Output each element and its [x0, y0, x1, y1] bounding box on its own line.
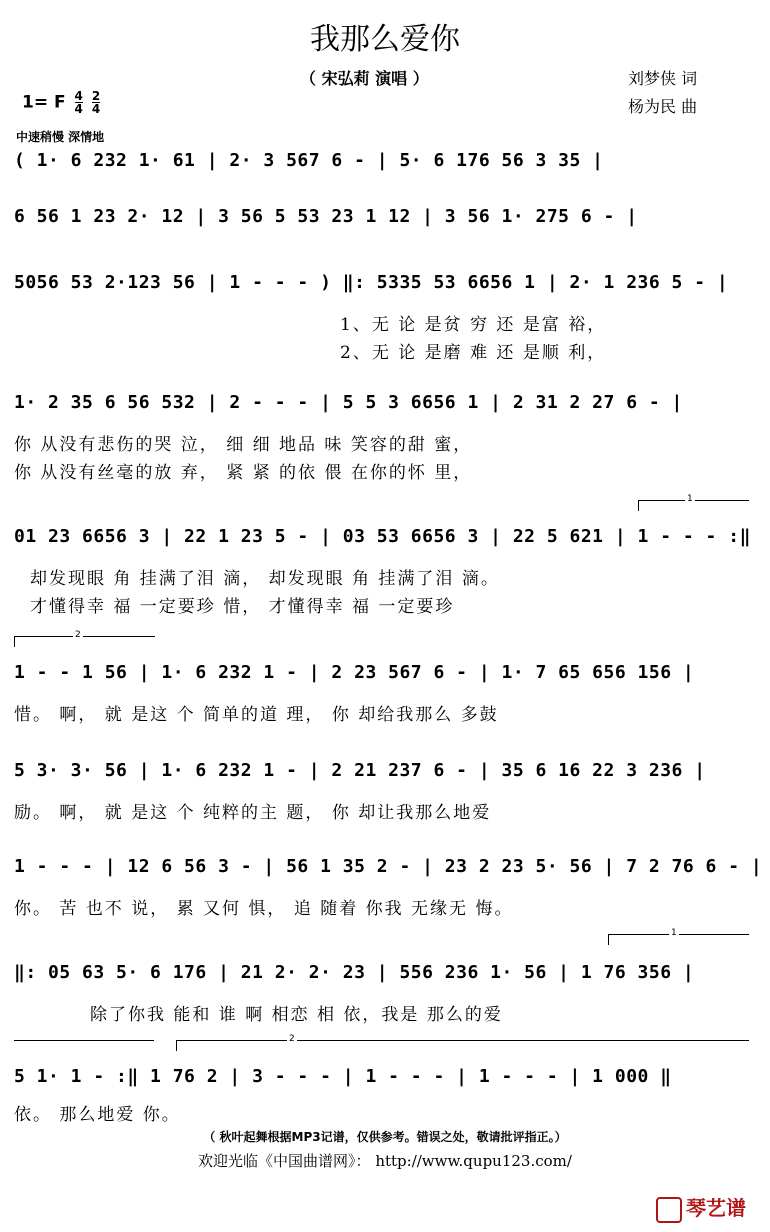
- volta-number-2: 2: [75, 630, 81, 640]
- score-line-8: 1 - - - | 12 6 56 3 - | 56 1 35 2 - | 23 2 23 5· 56 | 7 2 76 6 - |: [14, 856, 763, 877]
- tempo-marking: 中速稍慢 深情地: [16, 130, 105, 144]
- composer-credit: 杨为民 曲: [628, 97, 698, 116]
- lyric-line-6: 惜。 啊， 就 是这 个 简单的道 理， 你 却给我那么 多鼓: [14, 705, 499, 725]
- volta-number-3: 1: [671, 928, 677, 938]
- website-link[interactable]: 欢迎光临《中国曲谱网》： http://www.qupu123.com/: [198, 1152, 572, 1170]
- score-line-2: 6 56 1 23 2· 12 | 3 56 5 53 23 1 12 | 3 56 1· 275 6 - |: [14, 206, 638, 227]
- time-sig-2-bottom: 4: [91, 102, 101, 116]
- time-signature-1: [75, 90, 83, 115]
- lyric-line-4-verse2: 你 从没有丝毫的放 弃， 紧 紧 的依 偎 在你的怀 里，: [14, 463, 473, 483]
- lyric-line-4-verse1: 你 从没有悲伤的哭 泣， 细 细 地品 味 笑容的甜 蜜，: [14, 435, 473, 455]
- score-line-6: 1 - - 1 56 | 1· 6 232 1 - | 2 23 567 6 - | 1· 7 65 656 156 |: [14, 662, 695, 683]
- score-line-5: 01 23 6656 3 | 22 1 23 5 - | 03 53 6656 3 | 22 5 621 | 1 - - - :‖: [14, 526, 751, 547]
- logo-text: 琴艺谱: [686, 1196, 746, 1220]
- singer-credit: （ 宋弘莉 演唱 ）: [300, 69, 429, 88]
- score-line-1: ( 1· 6 232 1· 61 | 2· 3 567 6 - | 5· 6 176 56 3 35 |: [14, 150, 604, 171]
- time-sig-2-top: 2: [91, 89, 101, 103]
- volta-number-1: 1: [687, 494, 693, 504]
- score-line-7: 5 3· 3· 56 | 1· 6 232 1 - | 2 21 237 6 - | 35 6 16 22 3 236 |: [14, 760, 706, 781]
- score-line-4: 1· 2 35 6 56 532 | 2 - - - | 5 5 3 6656 1 | 2 31 2 27 6 - |: [14, 392, 683, 413]
- key-label: 1= F: [22, 92, 66, 113]
- lyric-line-10: 依。 那么地爱 你。: [14, 1105, 181, 1125]
- time-sig-1-bottom: 4: [74, 102, 83, 116]
- score-line-3: 5056 53 2·123 56 | 1 - - - ) ‖: 5335 53 6656 1 | 2· 1 236 5 - |: [14, 272, 729, 293]
- volta-number-5: 2: [289, 1034, 295, 1044]
- volta-bracket-2: [14, 630, 155, 647]
- lyric-line-7: 励。 啊， 就 是这 个 纯粹的主 题， 你 却让我那么地爱: [14, 803, 492, 823]
- volta-bracket-1: [638, 494, 749, 511]
- score-line-9: ‖: 05 63 5· 6 176 | 21 2· 2· 23 | 556 236 1· 56 | 1 76 356 |: [14, 962, 695, 983]
- volta-bracket-3: [608, 928, 749, 945]
- qinyipu-logo-icon: [656, 1197, 682, 1223]
- key-signature: [22, 90, 100, 115]
- site-logo: [656, 1192, 746, 1223]
- lyricist-credit: 刘梦侠 词: [628, 69, 698, 88]
- lyric-line-3-verse2: 2、无 论 是磨 难 还 是顺 利，: [340, 343, 607, 363]
- time-signature-2: [92, 90, 100, 115]
- song-title: 我那么爱你: [310, 22, 460, 57]
- volta-bracket-4: [14, 1040, 154, 1051]
- lyric-line-5-verse2: 才懂得幸 福 一定要珍 惜， 才懂得幸 福 一定要珍: [30, 597, 455, 617]
- transcription-note: （ 秋叶起舞根据MP3记谱，仅供参考。错误之处，敬请批评指正。）: [203, 1130, 567, 1144]
- volta-bracket-5: [176, 1034, 749, 1051]
- lyric-line-9: 除了你我 能和 谁 啊 相恋 相 依，我是 那么的爱: [90, 1005, 503, 1025]
- lyric-line-8: 你。 苦 也不 说， 累 又何 惧， 追 随着 你我 无缘无 悔。: [14, 899, 514, 919]
- score-line-10: 5 1· 1 - :‖ 1 76 2 | 3 - - - | 1 - - - | 1 - - - | 1 000 ‖: [14, 1066, 672, 1087]
- lyric-line-3-verse1: 1、无 论 是贫 穷 还 是富 裕，: [340, 315, 607, 335]
- time-sig-1-top: 4: [74, 89, 83, 103]
- lyric-line-5-verse1: 却发现眼 角 挂满了泪 滴， 却发现眼 角 挂满了泪 滴。: [30, 569, 500, 589]
